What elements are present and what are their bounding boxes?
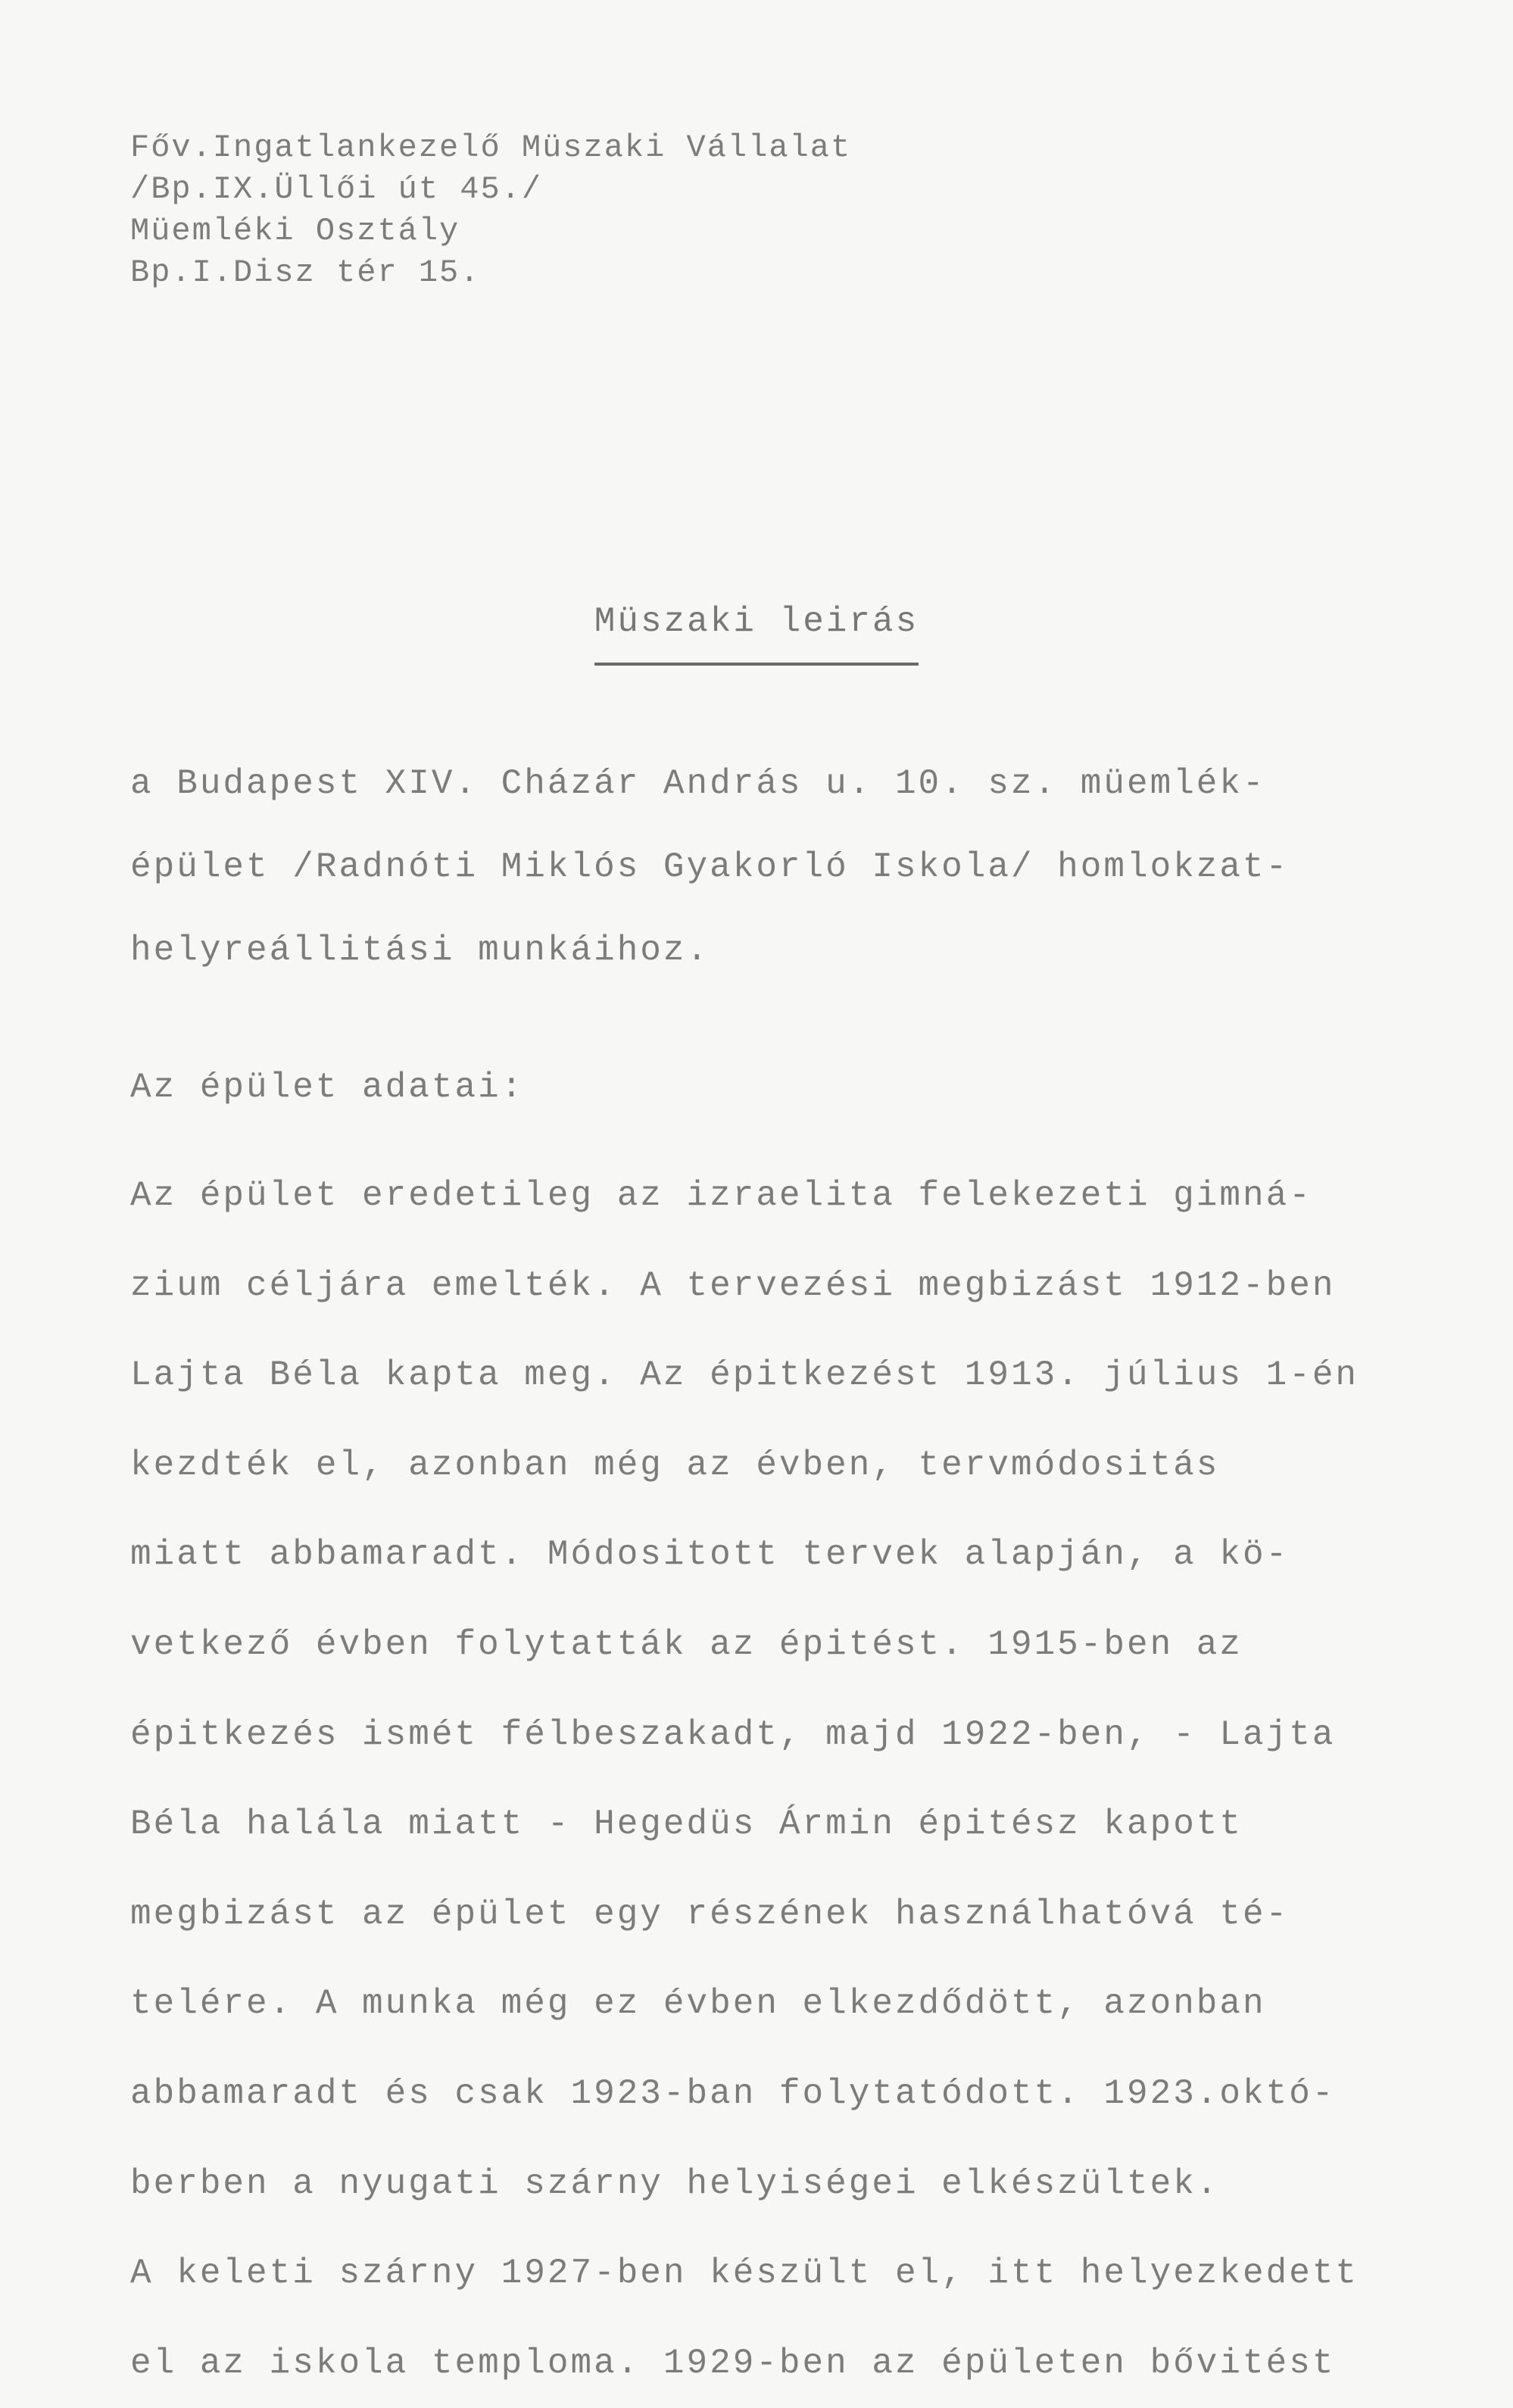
- body-line: épitkezés ismét félbeszakadt, majd 1922-ben, - Lajta: [130, 1714, 1336, 1755]
- body-line: berben a nyugati szárny helyiségei elkészültek.: [130, 2163, 1220, 2204]
- body-line: Lajta Béla kapta meg. Az épitkezést 1913. július 1-én: [130, 1355, 1359, 1396]
- body-line: el az iskola temploma. 1929-ben az épületen bővitést: [130, 2343, 1336, 2383]
- body-line: Az épület eredetileg az izraelita felekezeti gimná-: [130, 1176, 1312, 1215]
- body-line: Béla halála miatt - Hegedüs Ármin épitész kapott: [130, 1804, 1243, 1845]
- body-line: A keleti szárny 1927-ben készült el, itt helyezkedett: [130, 2254, 1359, 2294]
- letterhead: [130, 127, 851, 294]
- section-heading: Az épület adatai:: [130, 1068, 525, 1107]
- body-line: megbizást az épület egy részének használhatóvá té-: [130, 1894, 1290, 1934]
- body-line: miatt abbamaradt. Módositott tervek alapján, a kö-: [130, 1535, 1290, 1575]
- subject-line: épület /Radnóti Miklós Gyakorló Iskola/ homlokzat-: [130, 847, 1290, 887]
- body-line: kezdték el, azonban még az évben, tervmódositás: [130, 1445, 1220, 1485]
- subject-line: helyreállitási munkáihoz.: [130, 931, 710, 970]
- document-title: Müszaki leirás: [594, 602, 919, 666]
- letterhead-line: /Bp.IX.Üllői út 45./: [130, 171, 543, 207]
- letterhead-line: Müemléki Osztály: [130, 213, 460, 249]
- title-container: [0, 602, 1513, 666]
- letterhead-line: Bp.I.Disz tér 15.: [130, 254, 481, 291]
- subject-line: a Budapest XIV. Cházár András u. 10. sz. müemlék-: [130, 764, 1266, 803]
- body-text: [130, 1151, 1359, 2408]
- letterhead-line: Főv.Ingatlankezelő Müszaki Vállalat: [130, 129, 852, 166]
- subject-paragraph: [130, 742, 1289, 992]
- body-line: telére. A munka még ez évben elkezdődött, azonban: [130, 1984, 1266, 2024]
- body-line: vetkező évben folytatták az épitést. 1915-ben az: [130, 1624, 1243, 1664]
- body-line: zium céljára emelték. A tervezési megbizást 1912-ben: [130, 1265, 1336, 1305]
- body-line: abbamaradt és csak 1923-ban folytatódott. 1923.októ-: [130, 2073, 1336, 2113]
